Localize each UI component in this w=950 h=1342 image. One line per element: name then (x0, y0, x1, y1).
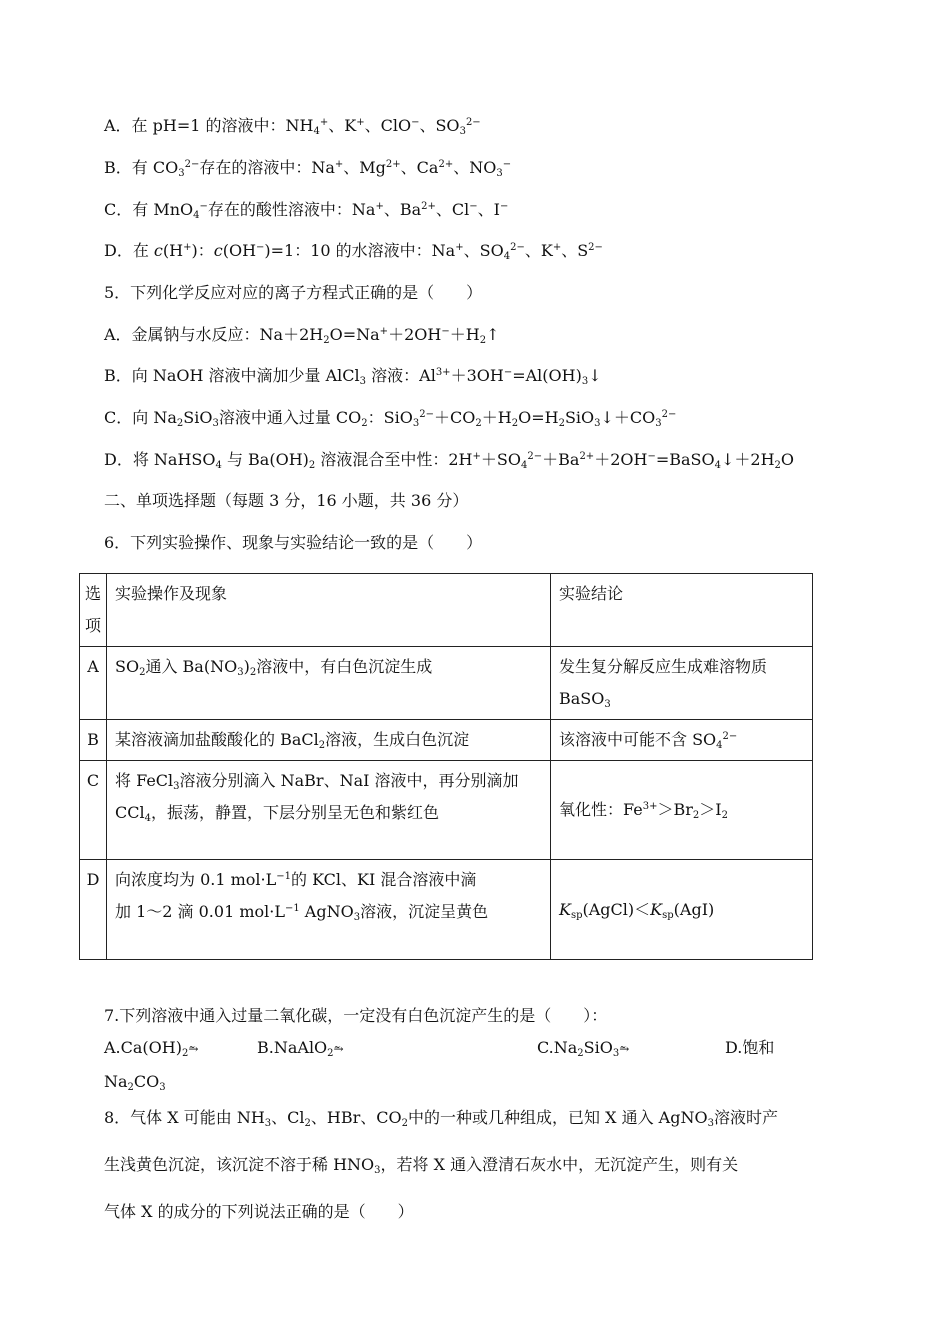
q7-option-d-line1: D.饱和 (725, 1038, 775, 1057)
q4-option-b: B．有 $CO_3^{2-}$存在的溶液中：Na+、$Mg^{2+}$、$Ca^{2+}$、$NO_3^-$ (104, 158, 512, 179)
table-row (80, 647, 813, 720)
small-glyph-icon: ⥲ (333, 1042, 344, 1056)
q5-option-d: D．将 NaHSO$_4$ 与 $Ba(OH)_2$ 溶液混合至中性：$2H^++SO_4^{2-}+Ba^{2+}+2OH^-=BaSO_4↓+2H_2O$ (104, 450, 795, 471)
q4-option-a: A．在 pH=1 的溶液中：$NH_4^+$、K+、ClO−、$SO_3^{2-}$ (104, 116, 481, 137)
q4-option-c: C．有 MnO$_4$−存在的酸性溶液中：Na+、$Ba^{2+}$、Cl−、I− (104, 200, 509, 221)
row-conclusion: 该溶液中可能不含 $SO_4^{2-}$ (551, 720, 813, 761)
table-row (80, 761, 813, 860)
q5-stem: 5．下列化学反应对应的离子方程式正确的是（ ） (104, 283, 483, 302)
q5-option-b: B．向 NaOH 溶液中滴加少量 AlCl$_3$ 溶液：$Al^{3+}+3OH^-=Al(OH)_3↓$ (104, 366, 602, 387)
row-operation: 将 FeCl$_3$溶液分别滴入 NaBr、NaI 溶液中，再分别滴加 CCl$_4$，振荡，静置，下层分别呈无色和紫红色 (107, 761, 551, 860)
q5-option-a: A．金属钠与水反应：$Na+2H_2O=Na^++2OH^-+H_2↑$ (104, 325, 500, 346)
q8-line-2: 生浅黄色沉淀，该沉淀不溶于稀 $HNO_3$，若将 X 通入澄清石灰水中，无沉淀产生，则有关 (104, 1155, 739, 1176)
q8-line-1: 8．气体 X 可能由 $NH_3$、$Cl_2$、HBr、$CO_2$中的一种或几种组成，已知 X 通入 AgNO$_3$溶液时产 (104, 1108, 778, 1129)
table-row (80, 860, 813, 960)
row-option-label: C (80, 761, 107, 860)
q4-option-d: D．在 c(H+)：c(OH−)=1：10 的水溶液中：Na+、$SO_4^{2-}$、K+、$S^{2-}$ (104, 241, 603, 262)
row-option-label: D (80, 860, 107, 960)
small-glyph-icon: ⥲ (188, 1042, 199, 1056)
q7-option-d-line2: $Na_2CO_3$ (104, 1072, 166, 1093)
q5-option-c: C．向 $Na_2SiO_3$溶液中通入过量 $CO_2$：$SiO_3^{2-}+CO_2+H_2O=H_2SiO_3↓+CO_3^{2-}$ (104, 408, 677, 429)
header-conclusion: 实验结论 (551, 574, 813, 647)
row-option-label: B (80, 720, 107, 761)
row-conclusion: 发生复分解反应生成难溶物质 BaSO$_3$ (551, 647, 813, 720)
q6-experiment-table (79, 573, 813, 960)
row-conclusion: $K_{sp}(AgCl)<K_{sp}(AgI)$ (551, 860, 813, 960)
q8-line-3: 气体 X 的成分的下列说法正确的是（ ） (104, 1202, 414, 1221)
q7-option-a: $A.Ca(OH)_2⥲$ (104, 1038, 199, 1059)
q7-stem: 7.下列溶液中通入过量二氧化碳，一定没有白色沉淀产生的是（ ）： (104, 1006, 608, 1025)
header-option: 选项 (80, 574, 107, 647)
section-heading: 二、单项选择题（每题 3 分，16 小题，共 36 分） (104, 491, 469, 510)
row-operation: $SO_2$通入 $Ba(NO_3)_2$溶液中，有白色沉淀生成 (107, 647, 551, 720)
row-operation: 向浓度均为 0.1 $mol\cdot L^{-1}$的 KCl、KI 混合溶液中滴 加 1～2 滴 0.01 $mol\cdot L^{-1}$ AgNO$_3$溶液，沉淀呈黄色 (107, 860, 551, 960)
header-operation: 实验操作及现象 (107, 574, 551, 647)
row-operation: 某溶液滴加盐酸酸化的 BaCl$_2$溶液，生成白色沉淀 (107, 720, 551, 761)
q7-option-c: $C.Na_2SiO_3⥲$ (537, 1038, 630, 1059)
small-glyph-icon: ⥲ (619, 1042, 630, 1056)
q7-option-b: B.NaAlO$_2$⥲ (257, 1038, 344, 1059)
row-option-label: A (80, 647, 107, 720)
table-header-row (80, 574, 813, 647)
row-conclusion: 氧化性：$Fe^{3+}>Br_2>I_2$ (551, 761, 813, 860)
table-row (80, 720, 813, 761)
q6-stem: 6．下列实验操作、现象与实验结论一致的是（ ） (104, 533, 483, 552)
